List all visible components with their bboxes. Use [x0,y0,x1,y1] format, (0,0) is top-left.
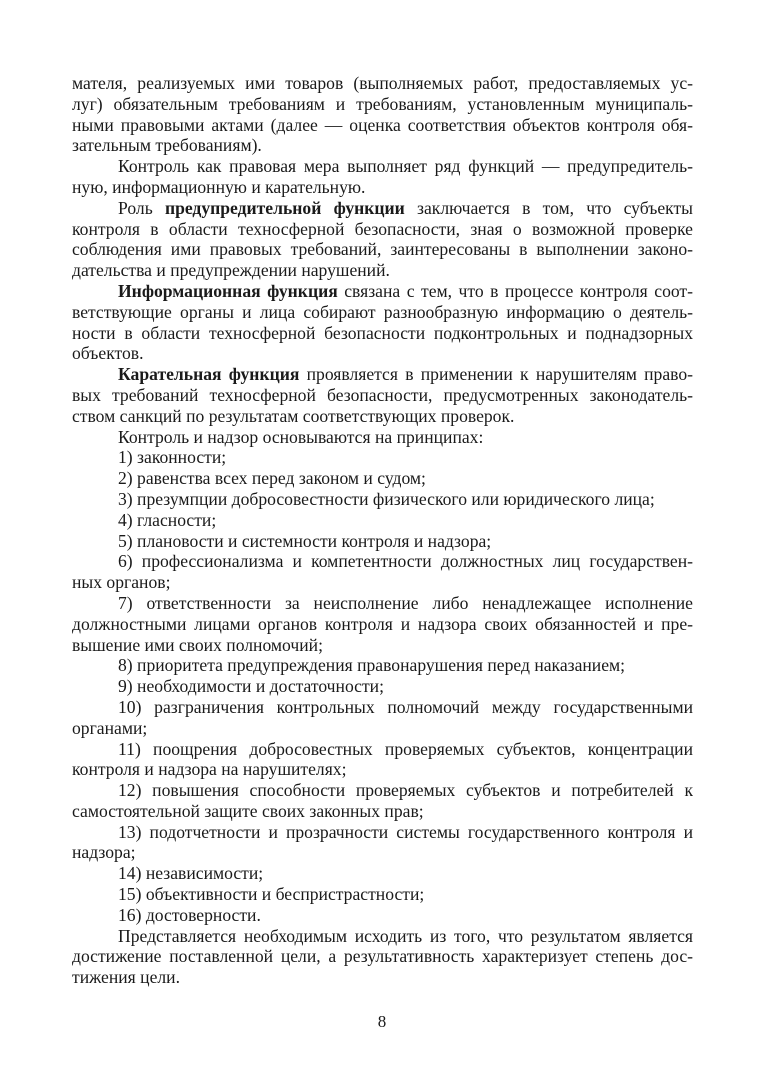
text-segment: ных органов; [72,572,171,593]
text-segment: луг) обязательным требованиям и требованиям, установленным муниципаль- [72,93,693,114]
text-segment: 15) объективности и беспристрастности; [118,884,425,905]
text-segment: 9) необходимости и достаточности; [118,676,384,697]
text-segment: 16) достоверности. [118,904,261,925]
text-segment: ством санкций по результатам соответствующих проверок. [72,405,515,426]
text-line [72,198,693,219]
text-segment: контроля и надзора на нарушителях; [72,759,347,780]
text-line [72,635,693,656]
text-segment: Роль [118,197,165,218]
text-line [72,718,693,739]
text-segment: 2) равенства всех перед законом и судом; [118,468,426,489]
text-segment: 14) независимости; [118,863,264,884]
text-line [72,572,693,593]
bold-term: Информационная функция [118,280,338,301]
text-segment: 7) ответственности за неисполнение либо ненадлежащее исполнение [118,592,693,613]
text-line [72,946,693,967]
text-line [72,281,693,302]
text-line [72,135,693,156]
text-segment: связана с тем, что в процессе контроля соот- [337,280,693,301]
text-segment: вышение ими своих полномочий; [72,634,323,655]
text-segment: достижение поставленной цели, а результативность характеризует степень дос- [72,946,693,967]
text-segment: соблюдения ими правовых требований, заинтересованы в выполнении законо- [72,239,693,260]
text-line [72,302,693,323]
text-line [72,531,693,552]
text-line [72,468,693,489]
text-line [72,801,693,822]
text-line [72,593,693,614]
text-segment: 6) профессионализма и компетентности должностных лиц государствен- [118,551,693,572]
text-segment: должностными лицами органов контроля и надзора своих обязанностей и пре- [72,613,693,634]
bold-term: предупредительной функции [164,197,405,218]
text-line [72,385,693,406]
text-segment: 10) разграничения контрольных полномочий между государственными [118,696,693,717]
text-segment: тижения цели. [72,967,180,988]
text-line [72,842,693,863]
text-line [72,447,693,468]
text-line [72,94,693,115]
text-line [72,739,693,760]
text-segment: Представляется необходимым исходить из того, что результатом является [118,925,693,946]
text-line [72,614,693,635]
text-segment: 5) плановости и системности контроля и надзора; [118,530,492,551]
text-line [72,655,693,676]
text-segment: 13) подотчетности и прозрачности системы государственного контроля и [118,821,693,842]
text-segment: дательства и предупреждении нарушений. [72,260,390,281]
text-line [72,489,693,510]
bold-term: Карательная функция [118,364,300,385]
text-segment: 11) поощрения добросовестных проверяемых субъектов, концентрации [118,738,693,759]
text-segment: проявляется в применении к нарушителям право- [299,364,693,385]
text-segment: ными правовыми актами (далее — оценка соответствия объектов контроля обя- [72,114,693,135]
text-segment: зательным требованиям). [72,135,262,156]
text-line [72,822,693,843]
text-line [72,926,693,947]
text-line [72,759,693,780]
text-line [72,697,693,718]
text-segment: 3) презумпции добросовестности физического или юридического лица; [118,488,655,509]
text-segment: 1) законности; [118,447,227,468]
text-line [72,73,693,94]
page-number: 8 [377,1012,387,1031]
text-line [72,115,693,136]
text-line [72,427,693,448]
text-line [72,323,693,344]
text-segment: 8) приоритета предупреждения правонарушения перед наказанием; [118,655,626,676]
text-segment: объектов. [72,343,144,364]
text-line [72,343,693,364]
text-line [72,177,693,198]
text-line [72,406,693,427]
text-segment: ветствующие органы и лица собирают разнообразную информацию о деятель- [72,301,693,322]
text-segment: контроля в области техносферной безопасности, зная о возможной проверке [72,218,693,239]
text-segment: 12) повышения способности проверяемых субъектов и потребителей к [118,780,693,801]
text-line [72,364,693,385]
text-segment: заключается в том, что субъекты [404,197,693,218]
page-body-text [72,73,693,988]
text-line [72,260,693,281]
text-segment: ную, информационную и карательную. [72,176,366,197]
text-segment: надзора; [72,842,136,863]
text-segment: Контроль и надзор основываются на принципах: [118,426,484,447]
text-line [72,676,693,697]
text-line [72,156,693,177]
text-segment: Контроль как правовая мера выполняет ряд функций — предупредитель- [118,156,693,177]
text-segment: вых требований техносферной безопасности, предусмотренных законодатель- [72,384,693,405]
text-segment: самостоятельной защите своих законных прав; [72,800,424,821]
text-segment: 4) гласности; [118,509,217,530]
text-line [72,884,693,905]
text-line [72,551,693,572]
text-segment: ности в области техносферной безопасности подконтрольных и поднадзорных [72,322,693,343]
text-segment: мателя, реализуемых ими товаров (выполняемых работ, предоставляемых ус- [72,73,693,93]
text-line [72,219,693,240]
text-line [72,780,693,801]
text-line [72,239,693,260]
text-line [72,967,693,988]
text-segment: органами; [72,717,148,738]
text-line [72,510,693,531]
text-line [72,905,693,926]
text-line [72,863,693,884]
